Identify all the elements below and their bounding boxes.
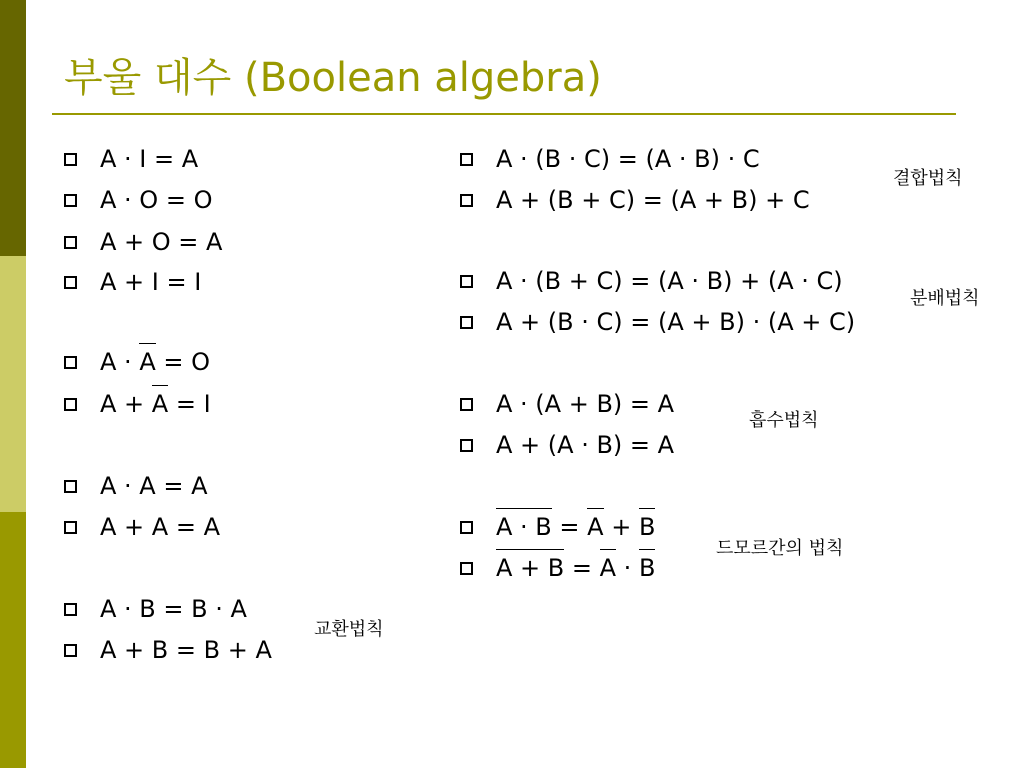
formula-text: A + (A · B) = A xyxy=(496,431,675,459)
formula-text xyxy=(100,389,211,419)
formula-part: = xyxy=(564,554,600,582)
formula-text: A · B = B · A xyxy=(100,595,247,623)
formula-text: A · (A + B) = A xyxy=(496,390,675,418)
formula-part: A + xyxy=(100,390,152,418)
formula-part: + xyxy=(603,513,639,541)
bullet-square-icon xyxy=(64,194,77,207)
formula-text: A + A = A xyxy=(100,513,220,541)
label-distributive-law: 분배법칙 xyxy=(910,288,980,309)
formula-text: A · I = A xyxy=(100,145,199,173)
sidebar-band-middle xyxy=(0,256,26,512)
bullet-square-icon xyxy=(460,316,473,329)
label-associative-law: 결합법칙 xyxy=(893,168,963,189)
bullet-square-icon xyxy=(64,236,77,249)
bullet-square-icon xyxy=(460,398,473,411)
formula-text: A · (B · C) = (A · B) · C xyxy=(496,145,760,173)
side-decoration-bar xyxy=(0,0,26,768)
formula-text: A + O = A xyxy=(100,228,223,256)
sidebar-band-bottom xyxy=(0,512,26,768)
bullet-square-icon xyxy=(64,153,77,166)
formula-text: A + (B + C) = (A + B) + C xyxy=(496,186,810,214)
formula-part: A · xyxy=(100,348,140,376)
formula-text: A + I = I xyxy=(100,268,202,296)
bullet-square-icon xyxy=(460,275,473,288)
formula-part: = O xyxy=(155,348,210,376)
label-demorgan-law: 드모르간의 법칙 xyxy=(716,538,844,559)
sidebar-band-top xyxy=(0,0,26,256)
formula-text: A + B = B + A xyxy=(100,636,272,664)
formula-text: A · (B + C) = (A · B) + (A · C) xyxy=(496,267,843,295)
bullet-square-icon xyxy=(64,356,77,369)
label-commutative-law: 교환법칙 xyxy=(314,619,384,640)
complement-term: B xyxy=(638,513,656,541)
complement-term: A xyxy=(599,554,617,582)
complement-term: B xyxy=(638,554,656,582)
formula-part: = I xyxy=(168,390,211,418)
bullet-square-icon xyxy=(64,603,77,616)
complement-term: A xyxy=(587,513,604,541)
complement-term: A · B xyxy=(496,513,552,541)
formula-text xyxy=(496,553,655,583)
bullet-square-icon xyxy=(64,276,77,289)
formula-part: = xyxy=(551,513,588,541)
complement-term: A xyxy=(139,348,156,376)
bullet-square-icon xyxy=(64,521,77,534)
label-absorption-law: 흡수법칙 xyxy=(749,410,819,431)
bullet-square-icon xyxy=(64,644,77,657)
formula-part: · xyxy=(616,554,639,582)
title-underline xyxy=(52,113,956,115)
bullet-square-icon xyxy=(460,562,473,575)
formula-text xyxy=(496,512,655,542)
bullet-square-icon xyxy=(64,398,77,411)
formula-text: A + (B · C) = (A + B) · (A + C) xyxy=(496,308,856,336)
bullet-square-icon xyxy=(460,194,473,207)
formula-text: A · O = O xyxy=(100,186,213,214)
bullet-square-icon xyxy=(460,153,473,166)
bullet-square-icon xyxy=(64,480,77,493)
complement-term: A + B xyxy=(496,554,565,582)
complement-term: A xyxy=(151,390,169,418)
slide-title: 부울 대수 (Boolean algebra) xyxy=(64,55,602,101)
bullet-square-icon xyxy=(460,521,473,534)
formula-text: A · A = A xyxy=(100,472,208,500)
bullet-square-icon xyxy=(460,439,473,452)
formula-text xyxy=(100,347,210,377)
